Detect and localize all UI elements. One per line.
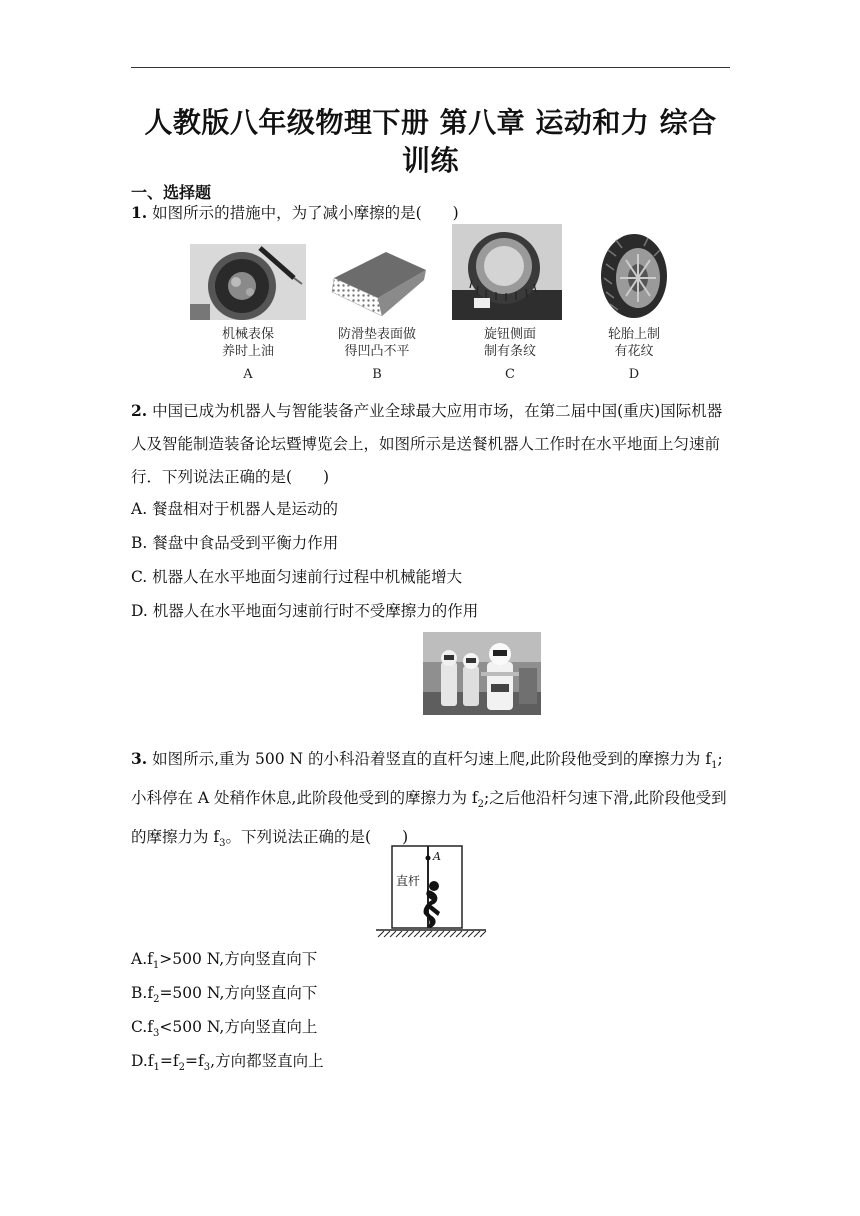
q3-option-c-sub: 3: [152, 1028, 160, 1040]
option-a: A. 餐盘相对于机器人是运动的: [131, 500, 339, 518]
pole-figure: [372, 842, 490, 942]
question-text-part-d: 。下列说法正确的是( ): [225, 828, 409, 847]
option-b: B. 餐盘中食品受到平衡力作用: [131, 534, 339, 552]
label-b: B: [372, 367, 382, 382]
caption-a-text: 机械表保 养时上油: [221, 327, 274, 359]
question-text: 中国已成为机器人与智能装备产业全球最大应用市场，在第二届中国(重庆)国际机器人及智能制造装备论坛暨博览会上，如图所示是送餐机器人工作时在水平地面上匀速前行．下列说法正确的是( ): [131, 402, 723, 486]
label-d: D: [628, 367, 640, 382]
subscript-3: 3: [219, 838, 226, 850]
q3-option-d: [131, 1050, 324, 1079]
question-number: 2.: [131, 401, 148, 420]
question-1: [131, 196, 731, 230]
robot-image: [423, 632, 541, 715]
anti-slip-mat-image: [326, 248, 430, 318]
q3-option-b-pre: B.f: [131, 984, 154, 1002]
q3-option-d-sub2: 2: [178, 1062, 186, 1074]
q3-option-a-sub: 1: [152, 960, 160, 972]
caption-b: [318, 326, 436, 360]
q3-option-c-pre: C.f: [131, 1018, 153, 1036]
q3-option-d-sub3: 3: [203, 1062, 211, 1074]
q3-option-d-pre: D.f: [131, 1052, 154, 1070]
q3-option-c: [131, 1016, 317, 1045]
knob-image: [452, 224, 562, 320]
pole-drawing: [372, 842, 490, 942]
section-heading: 一、选择题: [131, 183, 212, 202]
caption-d: [586, 326, 682, 360]
question-number: 1.: [131, 203, 148, 222]
q3-option-a-pre: A.f: [131, 950, 153, 968]
option-c: C. 机器人在水平地面匀速前行过程中机械能增大: [131, 568, 463, 586]
page-title: 人教版八年级物理下册 第八章 运动和力 综合训练: [144, 106, 717, 177]
q3-option-a: [131, 948, 317, 977]
q3-option-c-post: <500 N,方向竖直向上: [159, 1018, 318, 1036]
question-text-part-c: ;之后他沿杆匀速下滑,此阶段他受到的摩擦力为 f: [131, 789, 727, 847]
caption-a: [200, 326, 296, 360]
subscript-1: 1: [711, 760, 718, 772]
q3-option-d-mid1: =f: [159, 1052, 179, 1070]
q3-option-a-post: >500 N,方向竖直向下: [159, 950, 318, 968]
question-text: 如图所示的措施中，为了减小摩擦的是( ): [152, 204, 459, 222]
label-a: A: [243, 367, 253, 382]
tire-image: [598, 230, 674, 322]
watch-image: [190, 244, 306, 320]
option-d: D. 机器人在水平地面匀速前行时不受摩擦力的作用: [131, 602, 479, 620]
caption-b-text: 防滑垫表面做 得凹凸不平: [337, 327, 416, 359]
q3-option-b-post: =500 N,方向竖直向下: [159, 984, 318, 1002]
question-text-part-b: ;小科停在 A 处稍作休息,此阶段他受到的摩擦力为 f: [131, 750, 723, 808]
question-number: 3.: [131, 749, 148, 768]
caption-c-text: 旋钮侧面 制有条纹: [483, 327, 536, 359]
subscript-2: 2: [477, 799, 485, 811]
q3-option-b: [131, 982, 317, 1011]
question-2: [131, 394, 731, 494]
label-c: C: [505, 367, 515, 382]
header-rule: [131, 67, 730, 68]
point-a-label: A: [433, 850, 441, 863]
q3-option-d-sub1: 1: [153, 1062, 160, 1074]
caption-d-text: 轮胎上制 有花纹: [607, 327, 660, 359]
caption-c: [462, 326, 558, 360]
question-text-part-a: 如图所示,重为 500 N 的小科沿着竖直的直杆匀速上爬,此阶段他受到的摩擦力为 f: [152, 750, 712, 768]
q3-option-d-mid2: =f: [185, 1052, 204, 1070]
pole-label: 直杆: [396, 874, 421, 888]
q3-option-d-post: ,方向都竖直向上: [210, 1052, 324, 1070]
q3-option-b-sub: 2: [153, 994, 160, 1006]
